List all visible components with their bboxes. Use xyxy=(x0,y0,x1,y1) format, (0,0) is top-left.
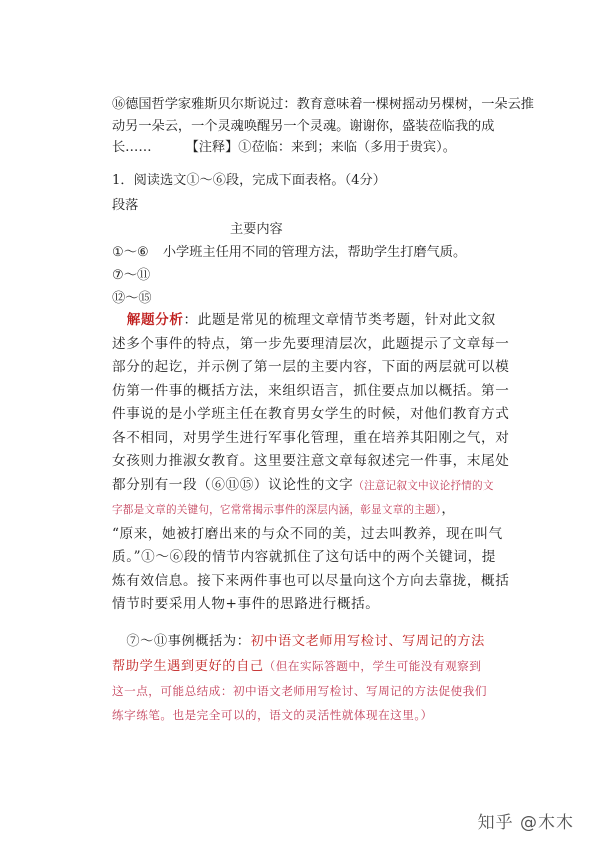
answer-analysis: 解题分析：此题是常见的梳理文章情节类考题，针对此文叙 述多个事件的特点，第一步先要理清层次，此题提示了文章每一 部分的起讫，并示例了第一层的主要内容，下面的两层就可以模 仿第一件事的概括方法，来组织语言，抓住要点加以概括。第一 件事说的是小学班主任在教育男女学生的时候，对他们教育方式 各不相同，对男学生进行军事化管理，重在培养其阳刚之气，对 女孩则力推淑女教育。这里要注意文章每叙述完一件事，末尾处 都分别有一段（⑥⑪⑮）议论性的文字（注意记叙文中议论抒情的文 字都是文章的关键句，它常常揭示事件的深层内涵，彰显文章的主题）， “原来，她被打磨出来的与众不同的美，过去叫教养，现在叫气 质。”①～⑥段的情节内容就抓住了这句话中的两个关键词，提 炼有效信息。接下来两件事也可以尽量向这个方向去靠拢，概括 情节时要采用人物+事件的思路进行概括。 xyxy=(112,312,510,612)
paragraph-16 xyxy=(112,94,534,159)
paragraph-16-line-2: 动另一朵云，一个灵魂唤醒另一个灵魂。谢谢你，盛装莅临我的成 xyxy=(112,118,495,134)
row-range: ⑫～⑮ xyxy=(112,291,152,306)
analysis-aside-cont: 字都是文章的关键句，它常常揭示事件的深层内涵，彰显文章的主题） xyxy=(112,504,442,516)
table-row xyxy=(112,264,150,283)
analysis-aside: （注意记叙文中议论抒情的文 xyxy=(353,479,494,492)
row-content: 小学班主任用不同的管理方法，帮助学生打磨气质。 xyxy=(162,245,467,260)
case-note: （但在实际答题中，学生可能没有观察到 xyxy=(263,659,482,673)
analysis-label: 解题分析 xyxy=(126,312,184,328)
case-summary: ⑦～⑪事例概括为：初中语文老师用写检讨、写周记的方法 帮助学生遇到更好的自己（但在实际答题中，学生可能没有观察到 这一点，可能总结成：初中语文老师用写检讨、写周记的方法促使我们 练字练笔。也是完全可以的，语文的灵活性就体现在这里。） xyxy=(112,634,487,722)
table-header-main-content: 主要内容 xyxy=(230,222,283,237)
table-row xyxy=(112,241,466,260)
question-1: 1．阅读选文①～⑥段，完成下面表格。（4分） xyxy=(112,173,386,188)
table-row xyxy=(112,287,152,306)
table-header-paragraph: 段落 xyxy=(112,198,139,213)
paragraph-16-line-1: ⑯德国哲学家雅斯贝尔斯说过：教育意味着一棵树摇动另棵树，一朵云推 xyxy=(112,97,534,112)
row-range: ①～⑥ xyxy=(112,245,149,260)
case-prefix: ⑦～⑪事例概括为： xyxy=(126,634,251,649)
paragraph-16-line-3 xyxy=(112,137,507,159)
annotation-note: 【注释】①莅临：来到；来临（多用于贵宾）。 xyxy=(185,140,456,155)
paragraph-16-ending: 长…… xyxy=(112,140,152,155)
row-range: ⑦～⑪ xyxy=(112,268,151,283)
zhihu-watermark: 知乎 @木木 xyxy=(477,813,574,833)
case-answer: 初中语文老师用写检讨、写周记的方法 xyxy=(250,634,485,649)
